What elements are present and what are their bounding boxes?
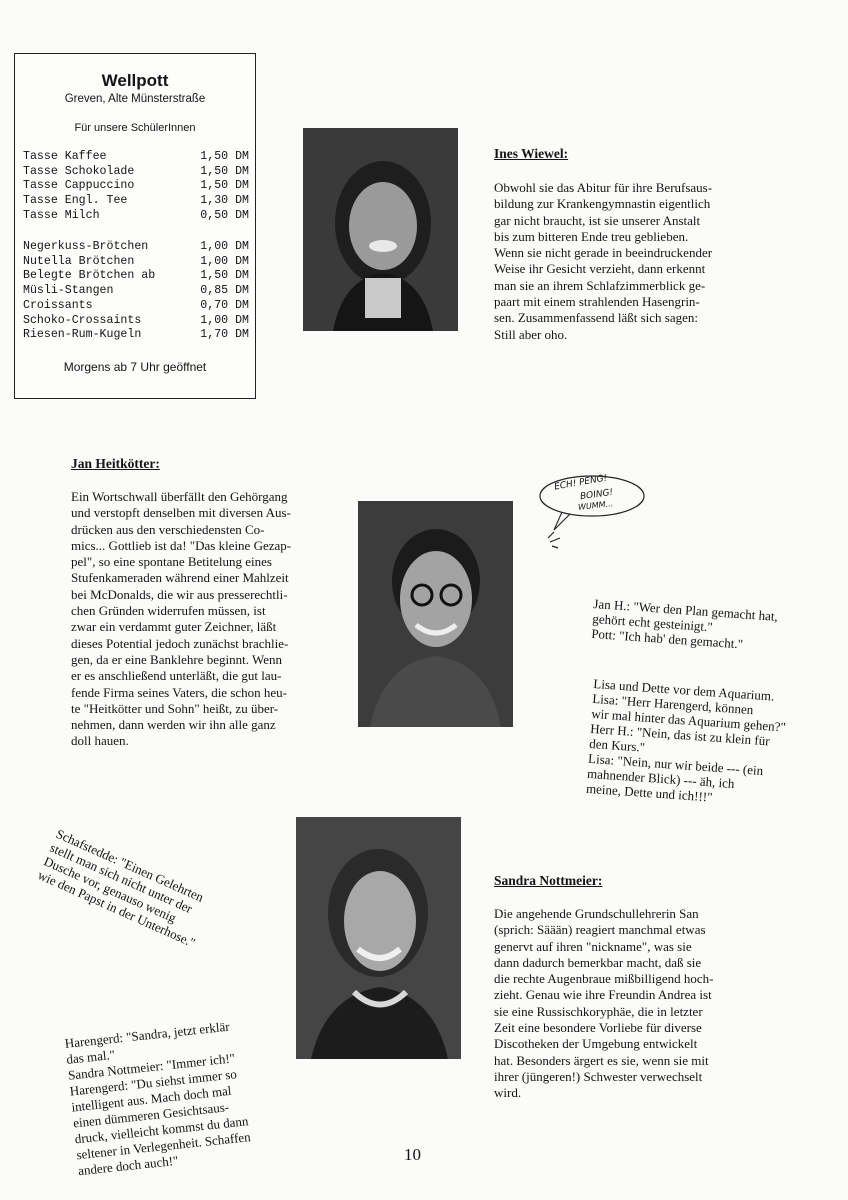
page-number: 10 <box>404 1145 421 1164</box>
portrait-icon <box>303 128 458 331</box>
profile-text-jan: Ein Wortschwall überfällt den Gehörgang und verstopft denselben mit diversen Aus- drücken aus den verschiedensten Co- mics... Gottlieb ist da! "Das kleine Gezap- pel", so eine spontane Betitelung eines Stufenkameraden während einer Mahlzeit bei McDonalds, die wir aus presserechtli- chen Gründen widerrufen müssen, ist zwar ein verdammt guter Zeichner, läßt dieses Potential jedoch zunächst brachlie- gen, da er eine Banklehre beginnt. Wenn er es anschließend unterläßt, die gut lau- fende Firma seines Vaters, die schon heu- te "Heitkötter und Sohn" heißt, zu über- nehmen, dann werden wir ihn alle ganz doll hauen. <box>71 489 292 749</box>
photo-ines <box>303 128 458 331</box>
profile-name-sandra: Sandra Nottmeier: <box>494 873 603 888</box>
menu-title: Wellpott <box>101 71 169 90</box>
comic-doodle <box>530 468 650 558</box>
quote-jan-plan: Jan H.: "Wer den Plan gemacht hat, gehört echt gesteinigt." Pott: "Ich hab' den gemacht." <box>590 596 779 652</box>
menu-item: Riesen-Rum-Kugeln 1,70 DM <box>23 328 249 342</box>
quote-aquarium: Lisa und Dette vor dem Aquarium. Lisa: "Herr Harengerd, können wir mal hinter das Aquarium gehen?" Herr H.: "Nein, das ist zu klein für den Kurs." Lisa: "Nein, nur wir beide --- (ein mahnender Blick) --- äh, ich meine, Dette und ich!!!" <box>585 676 787 805</box>
photo-sandra <box>296 817 461 1059</box>
menu-item: Müsli-Stangen 0,85 DM <box>23 284 249 298</box>
menu-opening-hours: Morgens ab 7 Uhr geöffnet <box>63 360 207 374</box>
menu-item: Croissants 0,70 DM <box>23 298 249 312</box>
menu-item: Tasse Engl. Tee 1,30 DM <box>23 194 249 208</box>
menu-item: Tasse Schokolade 1,50 DM <box>23 164 249 178</box>
menu-food-list <box>23 240 249 343</box>
menu-drinks-list <box>23 150 249 224</box>
menu-item: Tasse Kaffee 1,50 DM <box>23 150 249 163</box>
quote-schafstedde: Schafstedde: "Einen Gelehrten stellt man sich nicht unter der Dusche vor, genauso wenig wie den Papst in der Unterhose." <box>35 826 206 951</box>
cafe-menu-box <box>14 53 256 399</box>
portrait-icon <box>296 817 461 1059</box>
profile-name-ines: Ines Wiewel: <box>494 146 569 161</box>
menu-audience: Für unsere SchülerInnen <box>74 122 196 134</box>
menu-item: Tasse Milch 0,50 DM <box>23 208 249 222</box>
photo-jan <box>358 501 513 727</box>
doodle-text-1: ECH! PENG! <box>553 473 609 493</box>
profile-text-ines: Obwohl sie das Abitur für ihre Berufsaus- bildung zur Krankengymnastin eigentlich gar nicht braucht, ist sie unserer Anstalt bis zum bitteren Ende treu geblieben. Wenn sie nicht gerade in beeindruckender Weise ihr Gesicht verzieht, dann erkennt man sie an ihrem Schlafzimmerblick ge- paart mit einem strahlenden Hasengrin- sen. Zusammenfassend läßt sich sagen: Still aber oho. <box>494 180 713 342</box>
quote-harengerd: Harengerd: "Sandra, jetzt erklär das mal." Sandra Nottmeier: "Immer ich!" Harengerd: "Du siehst immer so intelligent aus. Mach doch mal einen dümmeren Gesichtsaus- druck, vielleicht kommst du dann seltener in Verlegenheit. Schaffen andere doch auch!" <box>64 1018 252 1179</box>
menu-subtitle: Greven, Alte Münsterstraße <box>64 93 206 105</box>
doodle-text-3: WUMM... <box>577 499 614 512</box>
menu-item: Negerkuss-Brötchen 1,00 DM <box>23 240 249 253</box>
menu-item: Belegte Brötchen ab 1,50 DM <box>23 269 249 283</box>
doodle-text-2: BOING! <box>579 487 614 503</box>
profile-text-sandra: Die angehende Grundschullehrerin San (sprich: Säään) reagiert manchmal etwas genervt auf ihren "nickname", was sie dann dadurch bemerkbar macht, daß sie die rechte Augenbraue mißbilligend hoch- zieht. Genau wie ihre Freundin Andrea ist sie eine Russischkoryphäe, die in letzter Zeit eine besondere Vorliebe für diverse Discotheken der Umgebung entwickelt hat. Besonders ärgert es sie, wenn sie mit ihrer (jüngeren!) Schwester verwechselt wird. <box>494 906 714 1101</box>
portrait-icon <box>358 501 513 727</box>
menu-item: Nutella Brötchen 1,00 DM <box>23 254 249 268</box>
menu-item: Schoko-Crossaints 1,00 DM <box>23 313 249 327</box>
menu-item: Tasse Cappuccino 1,50 DM <box>23 179 249 193</box>
profile-name-jan: Jan Heitkötter: <box>71 456 160 471</box>
